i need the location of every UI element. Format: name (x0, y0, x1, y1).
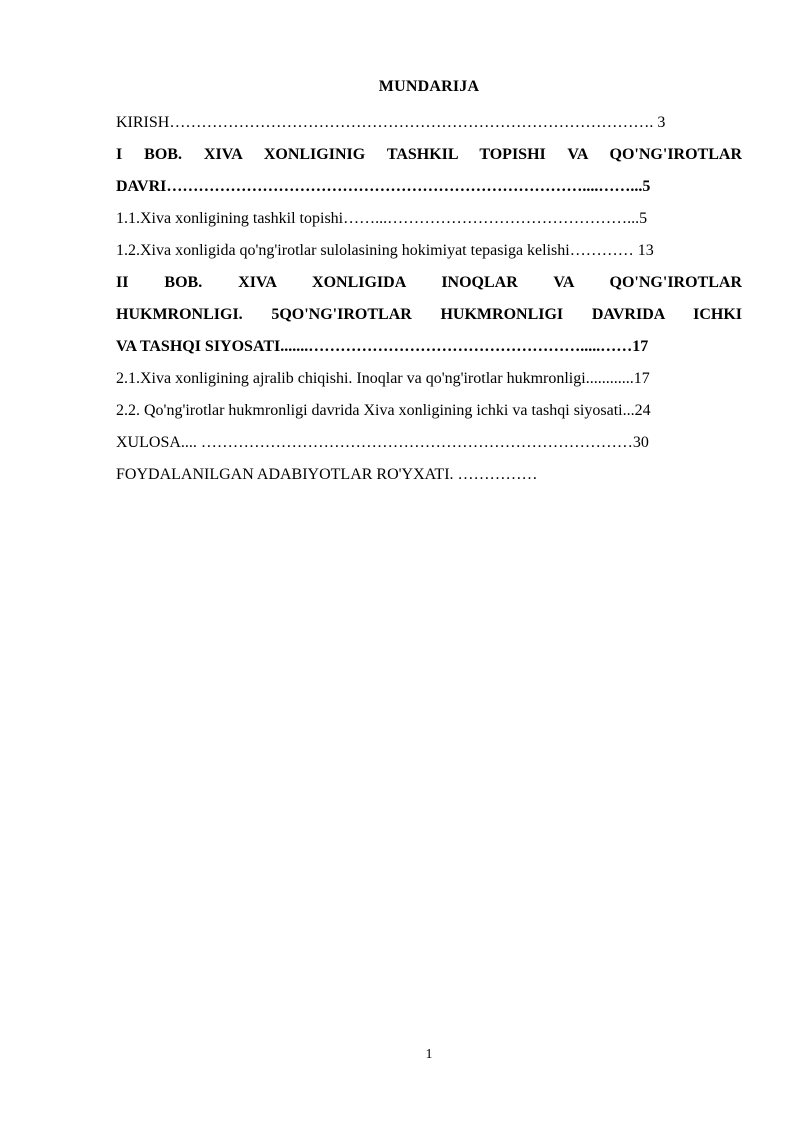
toc-chapter-2-heading: II BOB. XIVA XONLIGIDA INOQLAR VA QO'NG'IROTLAR (116, 274, 742, 291)
toc-chapter-2-heading-end: VA TASHQI SIYOSATI.......…………………………………………….....……17 (116, 338, 649, 355)
toc-entry-adabiyotlar: FOYDALANILGAN ADABIYOTLAR RO'YXATI. …………… (116, 466, 538, 483)
toc-entry-1-2: 1.2.Xiva xonligida qo'ng'irotlar sulolasining hokimiyat tepasiga kelishi………… 13 (116, 242, 654, 259)
toc-chapter-1-heading: I BOB. XIVA XONLIGINIG TASHKIL TOPISHI VA QO'NG'IROTLAR (116, 146, 742, 163)
toc-entry-1-1: 1.1.Xiva xonligining tashkil topishi……...………………………………………...5 (116, 210, 648, 227)
toc-chapter-2-heading-cont: HUKMRONLIGI. 5QO'NG'IROTLAR HUKMRONLIGI DAVRIDA ICHKI (116, 306, 742, 323)
toc-entry-xulosa: XULOSA.... ………………………………………………………………………30 (116, 434, 649, 451)
toc-entry-2-2: 2.2. Qo'ng'irotlar hukmronligi davrida Xiva xonligining ichki va tashqi siyosati...24 (116, 402, 651, 419)
toc-chapter-1-heading-cont: DAVRI……………………………………………………………………....……...5 (116, 178, 651, 195)
table-of-contents (116, 108, 742, 492)
toc-entry-2-1: 2.1.Xiva xonligining ajralib chiqishi. Inoqlar va qo'ng'irotlar hukmronligi............17 (116, 370, 650, 387)
page-number: 1 (425, 1047, 433, 1062)
page-title: MUNDARIJA (378, 78, 480, 95)
toc-entry-kirish: KIRISH………………………………………………………………………………. 3 (116, 114, 666, 131)
